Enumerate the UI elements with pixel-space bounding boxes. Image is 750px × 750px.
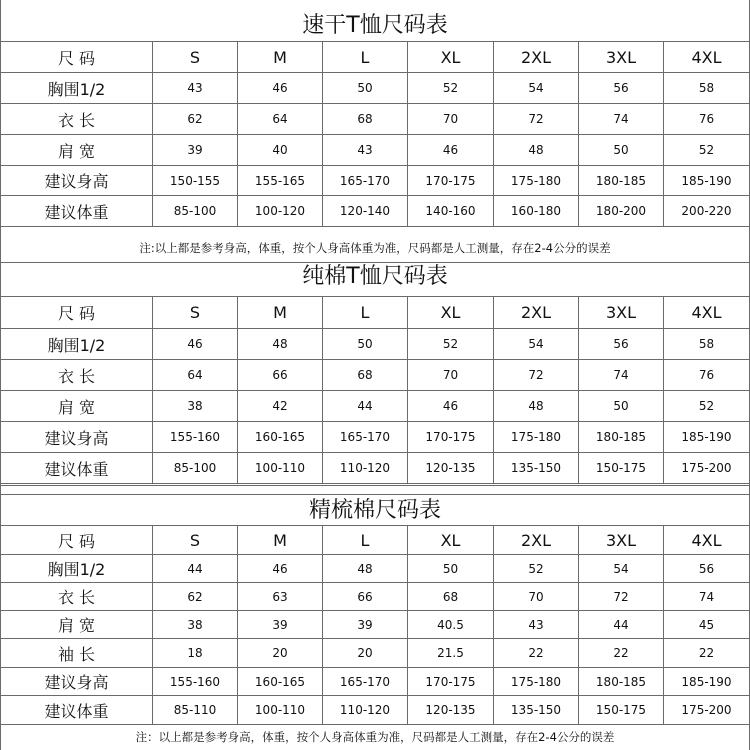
table-cell: 62 (153, 583, 238, 611)
table-cell: 48 (323, 555, 408, 583)
table-row (1, 196, 750, 227)
table-cell: 85-100 (153, 196, 238, 227)
table-cell: 180-200 (579, 196, 664, 227)
table-row (1, 135, 750, 166)
table-row (1, 329, 750, 360)
table-cell: 160-165 (238, 668, 323, 696)
table-cell: 74 (579, 360, 664, 391)
table-cell: 135-150 (494, 453, 579, 484)
table-2-title: 纯棉T恤尺码表 (302, 264, 448, 289)
column-header: M (238, 297, 323, 329)
table-cell: 48 (494, 391, 579, 422)
table-cell: 54 (494, 329, 579, 360)
column-header: L (323, 526, 408, 555)
table-cell: 70 (408, 104, 494, 135)
column-header: M (238, 526, 323, 555)
table-cell: 180-185 (579, 422, 664, 453)
table-cell: 50 (408, 555, 494, 583)
column-header: 2XL (494, 526, 579, 555)
table-cell: 52 (408, 73, 494, 104)
table-row (1, 611, 750, 639)
divider (0, 494, 750, 495)
table-cell: 56 (664, 555, 750, 583)
column-header: 2XL (494, 297, 579, 329)
column-header: 尺 码 (1, 42, 153, 73)
divider (0, 262, 750, 263)
table-cell: 66 (238, 360, 323, 391)
table-cell: 44 (323, 391, 408, 422)
table-cell: 22 (579, 639, 664, 668)
table-cell: 165-170 (323, 422, 408, 453)
table-cell: 185-190 (664, 422, 750, 453)
row-label: 建议身高 (1, 668, 153, 696)
table-cell: 43 (153, 73, 238, 104)
table-cell: 72 (494, 360, 579, 391)
table-cell: 50 (323, 73, 408, 104)
table-cell: 20 (238, 639, 323, 668)
column-header: XL (408, 526, 494, 555)
table-cell: 76 (664, 104, 750, 135)
table-cell: 54 (579, 555, 664, 583)
row-label: 建议身高 (1, 422, 153, 453)
table-cell: 38 (153, 611, 238, 639)
table-cell: 64 (238, 104, 323, 135)
table-cell: 52 (664, 391, 750, 422)
table-row (1, 696, 750, 725)
row-label: 建议体重 (1, 196, 153, 227)
column-header: 尺 码 (1, 526, 153, 555)
table-1-title: 速干T恤尺码表 (302, 13, 448, 38)
table-3-note: 注：以上都是参考身高，体重，按个人身高体重为准，尺码都是人工测量，存在2-4公分的误差 (135, 730, 615, 744)
column-header: 3XL (579, 297, 664, 329)
row-label: 胸围1/2 (1, 73, 153, 104)
row-label: 建议体重 (1, 696, 153, 725)
table-row (1, 166, 750, 196)
row-label: 胸围1/2 (1, 555, 153, 583)
table-cell: 44 (579, 611, 664, 639)
table-cell: 170-175 (408, 422, 494, 453)
size-table-cotton (0, 296, 750, 484)
size-table-combed-cotton (0, 525, 750, 725)
table-cell: 43 (323, 135, 408, 166)
table-cell: 68 (323, 104, 408, 135)
table-cell: 85-100 (153, 453, 238, 484)
table-cell: 175-200 (664, 696, 750, 725)
column-header: 2XL (494, 42, 579, 73)
row-label: 肩 宽 (1, 611, 153, 639)
size-table-quick-dry (0, 41, 750, 227)
column-header: XL (408, 297, 494, 329)
table-cell: 40 (238, 135, 323, 166)
table-cell: 155-160 (153, 422, 238, 453)
row-label: 肩 宽 (1, 135, 153, 166)
column-header: 3XL (579, 526, 664, 555)
table-cell: 140-160 (408, 196, 494, 227)
table-cell: 72 (494, 104, 579, 135)
row-label: 建议身高 (1, 166, 153, 196)
table-cell: 50 (579, 135, 664, 166)
row-label: 建议体重 (1, 453, 153, 484)
table-cell: 120-140 (323, 196, 408, 227)
row-label: 衣 长 (1, 104, 153, 135)
table-row (1, 583, 750, 611)
table-cell: 39 (323, 611, 408, 639)
table-cell: 21.5 (408, 639, 494, 668)
table-cell: 45 (664, 611, 750, 639)
column-header: 4XL (664, 526, 750, 555)
table-cell: 68 (408, 583, 494, 611)
row-label: 衣 长 (1, 360, 153, 391)
table-cell: 20 (323, 639, 408, 668)
table-cell: 175-180 (494, 668, 579, 696)
table-cell: 85-110 (153, 696, 238, 725)
divider (0, 485, 750, 486)
table-cell: 54 (494, 73, 579, 104)
table-row (1, 104, 750, 135)
table-cell: 165-170 (323, 166, 408, 196)
column-header: 3XL (579, 42, 664, 73)
table-row (1, 422, 750, 453)
table-cell: 43 (494, 611, 579, 639)
table-cell: 22 (664, 639, 750, 668)
table-cell: 100-110 (238, 696, 323, 725)
table-cell: 175-180 (494, 166, 579, 196)
table-cell: 150-155 (153, 166, 238, 196)
column-header: 尺 码 (1, 297, 153, 329)
table-cell: 74 (664, 583, 750, 611)
table-cell: 200-220 (664, 196, 750, 227)
table-cell: 39 (238, 611, 323, 639)
table-cell: 76 (664, 360, 750, 391)
table-cell: 150-175 (579, 453, 664, 484)
table-row (1, 668, 750, 696)
table-cell: 44 (153, 555, 238, 583)
header-row (1, 297, 750, 329)
table-row (1, 391, 750, 422)
table-cell: 22 (494, 639, 579, 668)
table-3-title: 精梳棉尺码表 (308, 498, 441, 523)
table-1-note: 注:以上都是参考身高，体重，按个人身高体重为准，尺码都是人工测量，存在2-4公分的误差 (139, 241, 611, 255)
table-cell: 160-180 (494, 196, 579, 227)
table-cell: 185-190 (664, 668, 750, 696)
table-cell: 180-185 (579, 668, 664, 696)
table-cell: 175-180 (494, 422, 579, 453)
table-cell: 150-175 (579, 696, 664, 725)
table-cell: 38 (153, 391, 238, 422)
table-row (1, 73, 750, 104)
table-cell: 46 (153, 329, 238, 360)
table-cell: 66 (323, 583, 408, 611)
table-cell: 72 (579, 583, 664, 611)
table-cell: 110-120 (323, 696, 408, 725)
table-row (1, 453, 750, 484)
table-cell: 58 (664, 73, 750, 104)
table-cell: 42 (238, 391, 323, 422)
table-cell: 50 (579, 391, 664, 422)
table-cell: 185-190 (664, 166, 750, 196)
row-label: 袖 长 (1, 639, 153, 668)
table-cell: 70 (408, 360, 494, 391)
table-cell: 165-170 (323, 668, 408, 696)
column-header: L (323, 42, 408, 73)
table-cell: 160-165 (238, 422, 323, 453)
table-cell: 56 (579, 329, 664, 360)
row-label: 肩 宽 (1, 391, 153, 422)
table-cell: 100-110 (238, 453, 323, 484)
column-header: S (153, 526, 238, 555)
table-cell: 170-175 (408, 166, 494, 196)
table-cell: 50 (323, 329, 408, 360)
column-header: S (153, 42, 238, 73)
table-cell: 135-150 (494, 696, 579, 725)
table-cell: 70 (494, 583, 579, 611)
column-header: 4XL (664, 297, 750, 329)
table-cell: 68 (323, 360, 408, 391)
table-cell: 170-175 (408, 668, 494, 696)
table-cell: 58 (664, 329, 750, 360)
table-cell: 52 (664, 135, 750, 166)
table-cell: 52 (408, 329, 494, 360)
table-cell: 46 (408, 135, 494, 166)
table-cell: 155-165 (238, 166, 323, 196)
table-cell: 120-135 (408, 453, 494, 484)
table-cell: 155-160 (153, 668, 238, 696)
table-cell: 46 (408, 391, 494, 422)
table-cell: 56 (579, 73, 664, 104)
column-header: M (238, 42, 323, 73)
table-cell: 180-185 (579, 166, 664, 196)
column-header: 4XL (664, 42, 750, 73)
table-row (1, 639, 750, 668)
table-cell: 39 (153, 135, 238, 166)
table-cell: 100-120 (238, 196, 323, 227)
table-row (1, 360, 750, 391)
table-cell: 46 (238, 555, 323, 583)
table-cell: 175-200 (664, 453, 750, 484)
row-label: 胸围1/2 (1, 329, 153, 360)
table-cell: 74 (579, 104, 664, 135)
table-cell: 48 (494, 135, 579, 166)
column-header: XL (408, 42, 494, 73)
row-label: 衣 长 (1, 583, 153, 611)
table-cell: 46 (238, 73, 323, 104)
frame-left (0, 0, 1, 750)
table-cell: 62 (153, 104, 238, 135)
table-cell: 64 (153, 360, 238, 391)
table-cell: 52 (494, 555, 579, 583)
table-cell: 40.5 (408, 611, 494, 639)
column-header: S (153, 297, 238, 329)
table-cell: 110-120 (323, 453, 408, 484)
table-cell: 63 (238, 583, 323, 611)
header-row (1, 42, 750, 73)
table-cell: 48 (238, 329, 323, 360)
column-header: L (323, 297, 408, 329)
table-row (1, 555, 750, 583)
header-row (1, 526, 750, 555)
table-cell: 18 (153, 639, 238, 668)
table-cell: 120-135 (408, 696, 494, 725)
